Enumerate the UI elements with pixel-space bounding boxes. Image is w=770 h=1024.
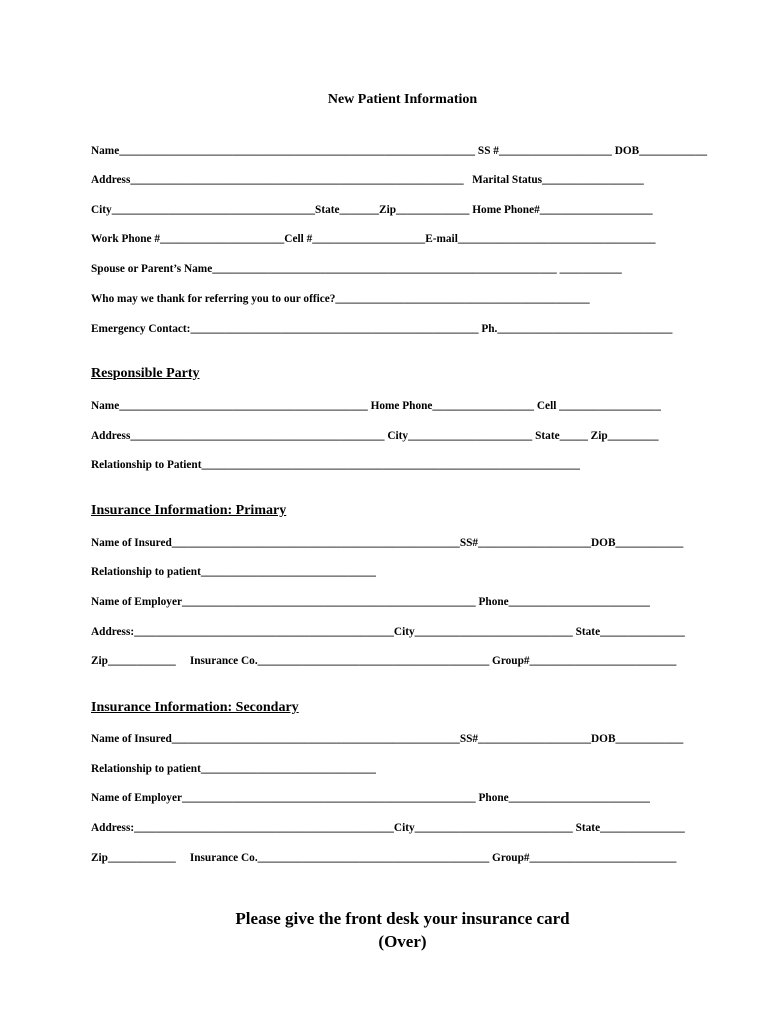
primary-employer-row: Name of Employer____________________________________________________ Phone_________________________ bbox=[91, 596, 650, 608]
secondary-employer-row: Name of Employer____________________________________________________ Phone_________________________ bbox=[91, 792, 650, 804]
responsible-address-row: Address_____________________________________________ City______________________ State_____ Zip_________ bbox=[91, 430, 659, 442]
patient-spouse-parent-row: Spouse or Parent’s Name_____________________________________________________________ ___________ bbox=[91, 263, 622, 275]
patient-city-state-zip-phone-row: City____________________________________State_______Zip_____________ Home Phone#____________________ bbox=[91, 204, 653, 216]
responsible-name-phone-row: Name____________________________________________ Home Phone__________________ Cell __________________ bbox=[91, 400, 661, 412]
patient-name-ssn-dob-row: Name_______________________________________________________________ SS #____________________ DOB____________ bbox=[91, 145, 707, 157]
primary-zip-company-group-row: Zip____________ Insurance Co._________________________________________ Group#__________________________ bbox=[91, 655, 677, 667]
secondary-insured-row: Name of Insured___________________________________________________SS#____________________DOB____________ bbox=[91, 733, 684, 745]
responsible-party-heading: Responsible Party bbox=[91, 366, 200, 381]
patient-referral-row: Who may we thank for referring you to our office?_____________________________________________ bbox=[91, 293, 590, 305]
primary-relationship-row: Relationship to patient_______________________________ bbox=[91, 566, 376, 578]
secondary-insurance-heading: Insurance Information: Secondary bbox=[91, 700, 299, 715]
patient-work-cell-email-row: Work Phone #______________________Cell #____________________E-mail___________________________________ bbox=[91, 233, 656, 245]
responsible-relationship-row: Relationship to Patient___________________________________________________________________ bbox=[91, 459, 580, 471]
document-title: New Patient Information bbox=[327, 92, 478, 107]
secondary-zip-company-group-row: Zip____________ Insurance Co._________________________________________ Group#__________________________ bbox=[91, 852, 677, 864]
primary-insurance-heading: Insurance Information: Primary bbox=[91, 503, 287, 518]
secondary-relationship-row: Relationship to patient_______________________________ bbox=[91, 763, 376, 775]
primary-address-row: Address:______________________________________________City____________________________ State_______________ bbox=[91, 626, 685, 638]
secondary-address-row: Address:______________________________________________City____________________________ State_______________ bbox=[91, 822, 685, 834]
footer-instruction: Please give the front desk your insurance card bbox=[235, 909, 570, 928]
primary-insured-row: Name of Insured___________________________________________________SS#____________________DOB____________ bbox=[91, 537, 684, 549]
footer-over-note: (Over) bbox=[378, 932, 427, 951]
patient-address-marital-row: Address___________________________________________________________ Marital Status__________________ bbox=[91, 174, 644, 186]
patient-emergency-contact-row: Emergency Contact:___________________________________________________ Ph._______________________________ bbox=[91, 323, 673, 335]
